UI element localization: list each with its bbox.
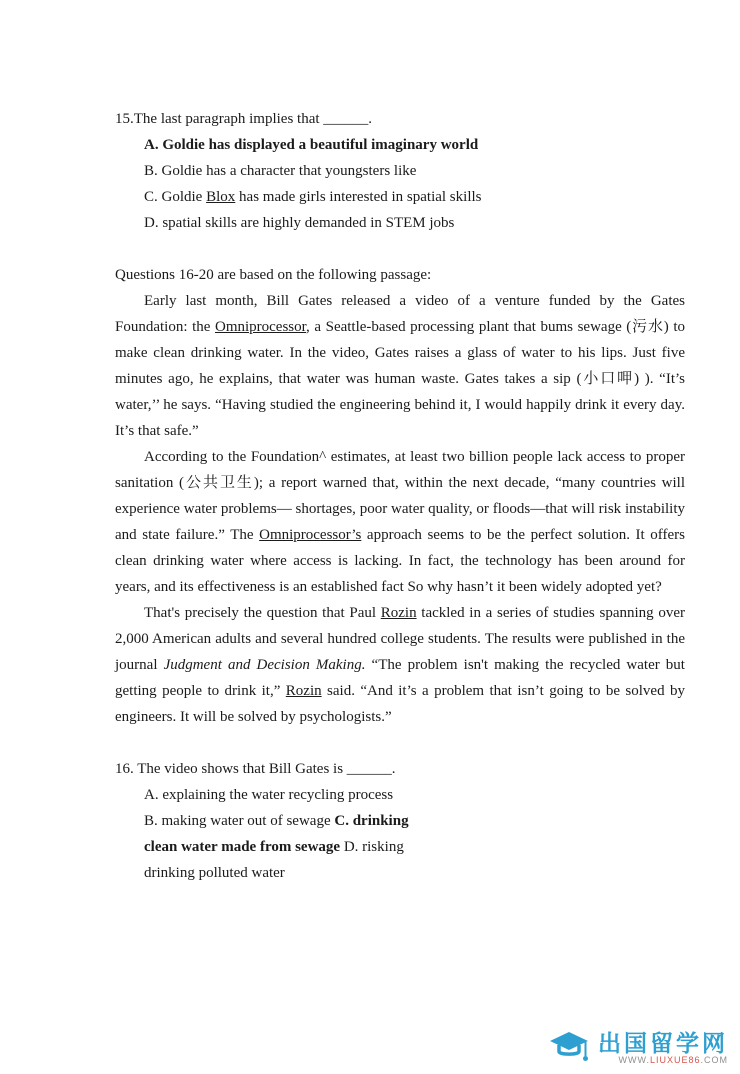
question-15-stem: 15.The last paragraph implies that ______. bbox=[115, 111, 373, 127]
watermark bbox=[548, 1030, 728, 1066]
question-16-line-bc: B. making water out of sewage C. drinking bbox=[144, 813, 409, 829]
question-15-option-b: B. Goldie has a character that youngsters like bbox=[144, 163, 417, 179]
passage-paragraph-3: That's precisely the question that Paul Rozin tackled in a series of studies spanning over 2,000 American adults and several hundred college students. The results were published in the journal Judgment and Decision Making. “The problem isn't making the recycled water but getting people to drink it,” Rozin said. “And it’s a problem that isn’t going to be solved by engineers. It will be solved by psychologists.” bbox=[115, 605, 686, 725]
watermark-text bbox=[598, 1031, 728, 1066]
question-16-line-d-cont: drinking polluted water bbox=[144, 865, 285, 881]
passage-paragraph-1: Early last month, Bill Gates released a video of a venture funded by the Gates Foundation: the Omniprocessor, a Seattle-based processing plant that bums sewage (污水) to make clean drinking water. In the video, Gates raises a glass of water to his lips. Just five minutes ago, he explains, that water was human waste. Gates takes a sip (小口呷) ). “It’s water,’’ he says. “Having studied the engineering behind it, I would happily drink it every day. It’s that safe.” bbox=[115, 293, 685, 439]
watermark-site-url: WWW.LIUXUE86.COM bbox=[618, 1054, 728, 1065]
question-16-line-cd: clean water made from sewage D. risking bbox=[144, 839, 404, 855]
question-16-option-a: A. explaining the water recycling process bbox=[144, 787, 394, 803]
question-15-option-d: D. spatial skills are highly demanded in STEM jobs bbox=[144, 215, 455, 231]
passage-paragraph-2: According to the Foundation^ estimates, at least two billion people lack access to proper sanitation (公共卫生); a report warned that, within the next decade, “many countries will experience water problems— shortages, poor water quality, or floods—that will risk instability and state failure.” The Omniprocessor’s approach seems to be the perfect solution. It offers clean drinking water where access is lacking. In fact, the technology has been around for years, and its effectiveness is an established fact So why hasn’t it been widely adopted yet? bbox=[115, 449, 685, 595]
question-15 bbox=[115, 106, 685, 236]
question-16 bbox=[115, 756, 685, 886]
graduation-cap-icon bbox=[548, 1030, 592, 1066]
question-16-stem: 16. The video shows that Bill Gates is ______. bbox=[115, 761, 396, 777]
document-content bbox=[115, 106, 685, 886]
question-15-option-c: C. Goldie Blox has made girls interested in spatial skills bbox=[144, 189, 482, 205]
passage-intro: Questions 16-20 are based on the following passage: bbox=[115, 267, 432, 283]
watermark-site-name: 出国留学网 bbox=[598, 1029, 728, 1056]
question-15-option-a: A. Goldie has displayed a beautiful imaginary world bbox=[144, 137, 479, 153]
